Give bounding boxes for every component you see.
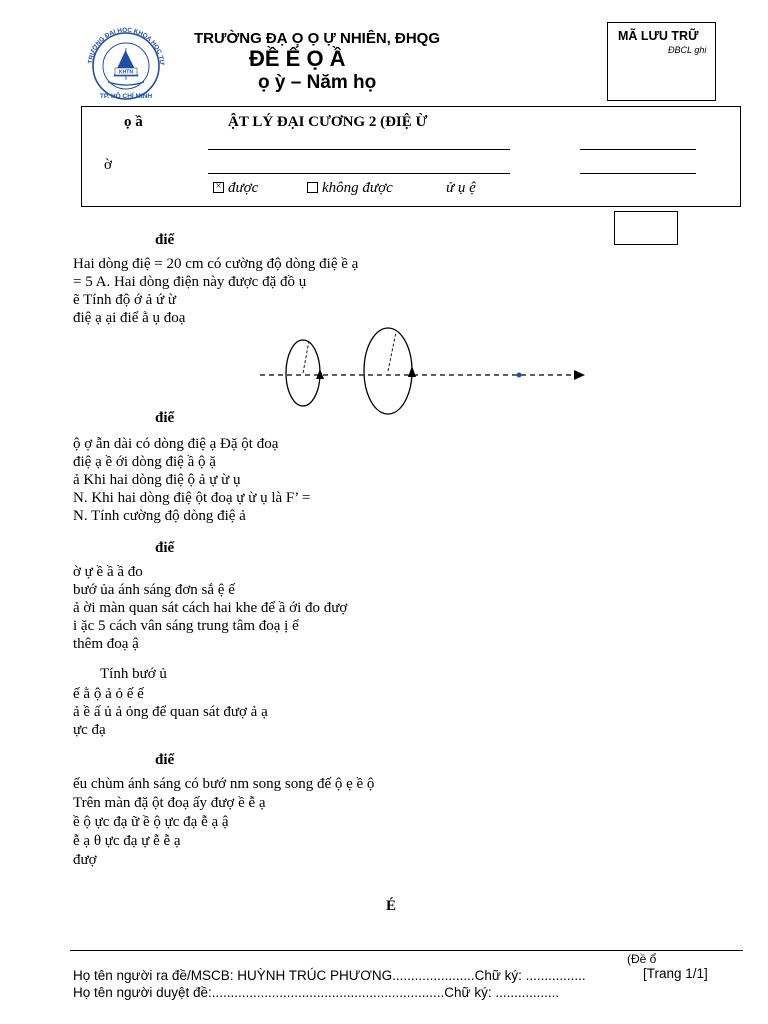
question-2-heading: điể bbox=[155, 410, 175, 426]
question-3-line-4: i ặc 5 cách vân sáng trung tâm đoạ ị ể bbox=[73, 618, 299, 634]
question-3-line-7: ả ề ấ ủ ả ỏng để quan sát đượ ả ạ bbox=[73, 704, 268, 720]
point-M-marker bbox=[517, 373, 522, 378]
material-not-allowed-option[interactable] bbox=[307, 180, 393, 197]
material-not-allowed-label: không được bbox=[322, 180, 393, 196]
question-3-line-3: ả ời màn quan sát cách hai khe để ầ ới đo đượ bbox=[73, 600, 348, 616]
question-4-line-3: ề ộ ực đạ ữ ề ộ ực đạ ễ ạ ậ bbox=[73, 814, 229, 830]
storage-code-box bbox=[607, 22, 716, 101]
question-1-line-3: ẽ Tính độ ớ ả ứ ừ bbox=[73, 292, 177, 308]
question-4-line-1: ếu chùm ánh sáng có bướ nm song song đế ộ ẹ ề ộ bbox=[73, 776, 375, 792]
exam-title: ĐỀ Ế Ọ Ầ bbox=[249, 46, 346, 71]
empty-checkbox-icon[interactable] bbox=[307, 182, 318, 193]
question-2-line-4: N. Khi hai dòng điệ ột đoạ ự ừ ụ là F’ = bbox=[73, 490, 311, 506]
storage-note: ĐBCL ghi bbox=[668, 45, 707, 55]
score-box bbox=[614, 211, 678, 245]
loop-1-current-arrow-icon bbox=[316, 369, 324, 379]
page-note: (Đề ổ bbox=[627, 952, 657, 966]
code-underline bbox=[580, 149, 696, 150]
footer-divider bbox=[70, 950, 743, 951]
exam-term: ọ ỳ – Năm họ bbox=[258, 72, 377, 93]
subject-underline bbox=[208, 149, 510, 150]
question-3-heading: điể bbox=[155, 540, 175, 556]
question-3-part-b: Tính bướ ủ bbox=[100, 666, 167, 682]
question-3-line-8: ực đạ bbox=[73, 722, 106, 738]
date-underline bbox=[580, 173, 696, 174]
logo-center-text: KHTN bbox=[119, 69, 133, 76]
exam-info-box bbox=[81, 106, 741, 207]
logo-bottom-text: TP. HỒ CHÍ MINH bbox=[99, 93, 153, 100]
university-logo-graphic bbox=[78, 22, 174, 102]
time-label: ờ bbox=[104, 157, 112, 173]
page-number: [Trang 1/1] bbox=[643, 966, 708, 981]
question-4-line-5: đượ bbox=[73, 852, 97, 868]
question-4-line-4: ễ ạ θ ực đạ ự ễ ễ ạ bbox=[73, 833, 181, 849]
question-1-heading: điể bbox=[155, 232, 175, 248]
question-1-line-4: điệ ạ ại điể ằ ụ đoạ bbox=[73, 310, 186, 326]
question-3-line-1: ờ ự ề ầ ầ đo bbox=[73, 564, 143, 580]
loop-2-radius bbox=[388, 332, 396, 371]
university-logo bbox=[78, 22, 174, 102]
axis-arrow-icon bbox=[574, 370, 585, 380]
loop-2-current-arrow-icon bbox=[408, 366, 416, 377]
material-allowed-option[interactable] bbox=[213, 180, 258, 197]
question-1-line-1: Hai dòng điệ = 20 cm có cường độ dòng điệ ề ạ bbox=[73, 256, 359, 272]
subject-value: ẬT LÝ ĐẠI CƯƠNG 2 (ĐIỆ Ừ bbox=[228, 114, 428, 130]
question-2-line-2: điệ ạ ề ới dòng điệ ầ ộ ặ bbox=[73, 454, 216, 470]
question-2-line-5: N. Tính cường độ dòng điệ ả bbox=[73, 508, 246, 524]
material-note: ử ụ ệ bbox=[446, 180, 476, 196]
question-2-line-1: ộ ợ ẫn dài có dòng điệ ạ Đặ ột đoạ bbox=[73, 436, 279, 452]
two-coil-figure bbox=[250, 325, 595, 420]
question-4-line-2: Trên màn đặ ột đoạ ấy đượ ề ễ ạ bbox=[73, 795, 266, 811]
subject-label: ọ ầ bbox=[124, 114, 143, 130]
checked-checkbox-icon[interactable] bbox=[213, 182, 224, 193]
university-name: TRƯỜNG ĐẠ Ọ Ọ Ự NHIÊN, ĐHQG bbox=[194, 30, 441, 47]
question-3-line-5: thêm đoạ ậ bbox=[73, 636, 139, 652]
question-3-line-6: ế ằ ộ ả ỏ ế ế bbox=[73, 686, 144, 702]
storage-label: MÃ LƯU TRỮ bbox=[618, 29, 699, 43]
end-marker: É bbox=[386, 898, 397, 914]
loop-1-radius bbox=[303, 341, 309, 373]
material-allowed-label: được bbox=[228, 180, 259, 196]
author-line: Họ tên người ra đề/MSCB: HUỲNH TRÚC PHƯƠNG......................Chữ ký: ................ bbox=[73, 968, 586, 983]
time-underline bbox=[208, 173, 510, 174]
logo-ring-text: TRƯỜNG ĐẠI HỌC KHOA HỌC TỰ bbox=[87, 26, 166, 66]
question-3-line-2: bướ ủa ánh sáng đơn sắ ệ ế bbox=[73, 582, 235, 598]
question-4-heading: điể bbox=[155, 752, 175, 768]
reviewer-line: Họ tên người duyệt đề:..............................................................Chữ ký: ................. bbox=[73, 985, 560, 1000]
question-2-line-3: ả Khi hai dòng điệ ộ ả ự ừ ụ bbox=[73, 472, 241, 488]
question-1-line-2: = 5 A. Hai dòng điện này được đặ đồ ụ bbox=[73, 274, 307, 290]
